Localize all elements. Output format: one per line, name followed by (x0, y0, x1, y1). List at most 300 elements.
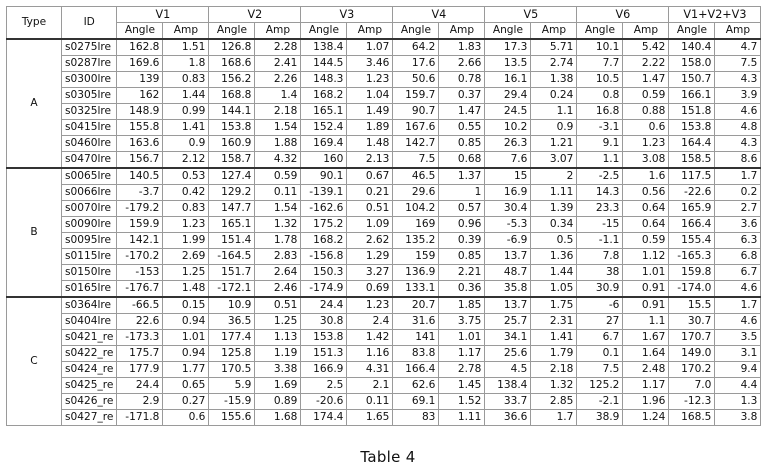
group-header: V2 (209, 7, 301, 23)
id-cell: s0300lre (62, 72, 117, 88)
amp-cell: 2.83 (255, 249, 301, 265)
angle-cell: 33.7 (485, 394, 531, 410)
amp-cell: 1.83 (439, 39, 485, 56)
angle-cell: -153 (117, 265, 163, 281)
angle-cell: -176.7 (117, 281, 163, 298)
angle-cell: 62.6 (393, 378, 439, 394)
group-header: V4 (393, 7, 485, 23)
amp-cell: 4.8 (715, 120, 761, 136)
angle-cell: -2.5 (577, 168, 623, 185)
header-row-subcolumns (7, 23, 761, 40)
angle-cell: 162.8 (117, 39, 163, 56)
amp-cell: 1.85 (439, 297, 485, 314)
angle-cell: 158.7 (209, 152, 255, 169)
amp-cell: 1.01 (623, 265, 669, 281)
amp-cell: 0.2 (715, 185, 761, 201)
id-cell: s0305lre (62, 88, 117, 104)
amp-cell: 0.37 (439, 88, 485, 104)
amp-cell: 4.4 (715, 378, 761, 394)
amp-cell: 1.54 (255, 201, 301, 217)
table-row (7, 88, 761, 104)
amp-cell: 0.6 (623, 120, 669, 136)
angle-cell: 155.4 (669, 233, 715, 249)
amp-cell: 1.6 (623, 168, 669, 185)
amp-cell: 1.47 (439, 104, 485, 120)
id-cell: s0421_re (62, 330, 117, 346)
amp-cell: 0.56 (623, 185, 669, 201)
angle-cell: 168.2 (301, 233, 347, 249)
type-group (7, 297, 761, 426)
group-header: V1+V2+V3 (669, 7, 761, 23)
angle-cell: 151.8 (669, 104, 715, 120)
angle-cell: 175.7 (117, 346, 163, 362)
id-cell: s0066lre (62, 185, 117, 201)
amp-cell: 0.67 (347, 168, 393, 185)
amp-cell: 4.31 (347, 362, 393, 378)
angle-cell: 144.1 (209, 104, 255, 120)
angle-cell: 177.4 (209, 330, 255, 346)
amp-cell: 1.13 (255, 330, 301, 346)
amp-cell: 0.36 (439, 281, 485, 298)
amp-header: Amp (439, 23, 485, 40)
angle-cell: 151.4 (209, 233, 255, 249)
angle-cell: -2.1 (577, 394, 623, 410)
amp-cell: 1.45 (439, 378, 485, 394)
angle-cell: 127.4 (209, 168, 255, 185)
angle-cell: 36.6 (485, 410, 531, 426)
amp-cell: 6.3 (715, 233, 761, 249)
angle-cell: -162.6 (301, 201, 347, 217)
amp-cell: 3.46 (347, 56, 393, 72)
angle-cell: 6.7 (577, 330, 623, 346)
angle-cell: 7.6 (485, 152, 531, 169)
id-cell: s0095lre (62, 233, 117, 249)
amp-header: Amp (531, 23, 577, 40)
angle-cell: 166.4 (393, 362, 439, 378)
angle-cell: -174.9 (301, 281, 347, 298)
angle-cell: 30.9 (577, 281, 623, 298)
amp-cell: 2.64 (255, 265, 301, 281)
type-cell: B (7, 168, 62, 297)
angle-cell: 2.9 (117, 394, 163, 410)
amp-cell: 3.07 (531, 152, 577, 169)
amp-cell: 4.6 (715, 104, 761, 120)
amp-cell: 3.08 (623, 152, 669, 169)
angle-cell: 159.9 (117, 217, 163, 233)
amp-cell: 2.21 (439, 265, 485, 281)
angle-cell: 153.8 (301, 330, 347, 346)
angle-cell: 144.5 (301, 56, 347, 72)
angle-header: Angle (301, 23, 347, 40)
angle-cell: 46.5 (393, 168, 439, 185)
amp-cell: 0.59 (623, 88, 669, 104)
amp-cell: 1.05 (531, 281, 577, 298)
angle-cell: -6 (577, 297, 623, 314)
angle-cell: 168.5 (669, 410, 715, 426)
angle-cell: 38.9 (577, 410, 623, 426)
angle-cell: 4.5 (485, 362, 531, 378)
angle-cell: 17.3 (485, 39, 531, 56)
amp-cell: 1.32 (531, 378, 577, 394)
amp-cell: 0.51 (255, 297, 301, 314)
angle-cell: 147.7 (209, 201, 255, 217)
amp-cell: 1.24 (623, 410, 669, 426)
angle-header: Angle (669, 23, 715, 40)
amp-cell: 6.7 (715, 265, 761, 281)
amp-cell: 0.64 (623, 217, 669, 233)
amp-cell: 0.96 (439, 217, 485, 233)
amp-cell: 0.53 (163, 168, 209, 185)
angle-cell: 13.5 (485, 56, 531, 72)
amp-cell: 2.1 (347, 378, 393, 394)
amp-cell: 0.68 (439, 152, 485, 169)
amp-header: Amp (163, 23, 209, 40)
table-row (7, 330, 761, 346)
amp-cell: 1.7 (715, 297, 761, 314)
angle-cell: 168.8 (209, 88, 255, 104)
angle-cell: 164.4 (669, 136, 715, 152)
angle-cell: -3.1 (577, 120, 623, 136)
angle-cell: 165.1 (301, 104, 347, 120)
angle-cell: 165.1 (209, 217, 255, 233)
amp-cell: 0.88 (623, 104, 669, 120)
amp-cell: 1.96 (623, 394, 669, 410)
amp-cell: 2 (531, 168, 577, 185)
angle-cell: 151.3 (301, 346, 347, 362)
angle-cell: 170.7 (669, 330, 715, 346)
amp-cell: 2.18 (531, 362, 577, 378)
table-row (7, 281, 761, 298)
angle-cell: 10.2 (485, 120, 531, 136)
angle-cell: 7.7 (577, 56, 623, 72)
amp-cell: 1.23 (347, 72, 393, 88)
amp-cell: 1.7 (715, 168, 761, 185)
angle-cell: 162 (117, 88, 163, 104)
angle-cell: 7.5 (393, 152, 439, 169)
amp-cell: 2.26 (255, 72, 301, 88)
id-cell: s0460lre (62, 136, 117, 152)
table-row (7, 152, 761, 169)
amp-cell: 2.22 (623, 56, 669, 72)
angle-cell: 48.7 (485, 265, 531, 281)
amp-cell: 6.8 (715, 249, 761, 265)
amp-cell: 1.3 (715, 394, 761, 410)
angle-cell: 153.8 (209, 120, 255, 136)
angle-cell: 142.7 (393, 136, 439, 152)
angle-cell: 150.7 (669, 72, 715, 88)
amp-cell: 1.11 (531, 185, 577, 201)
angle-cell: -179.2 (117, 201, 163, 217)
amp-cell: 1.25 (163, 265, 209, 281)
id-cell: s0065lre (62, 168, 117, 185)
amp-cell: 1.42 (347, 330, 393, 346)
angle-cell: 148.3 (301, 72, 347, 88)
table-row (7, 39, 761, 56)
amp-cell: 1.69 (255, 378, 301, 394)
angle-cell: 139 (117, 72, 163, 88)
amp-cell: 0.91 (623, 297, 669, 314)
amp-cell: 1.39 (531, 201, 577, 217)
amp-cell: 0.27 (163, 394, 209, 410)
amp-cell: 1.38 (531, 72, 577, 88)
amp-cell: 1.19 (255, 346, 301, 362)
amp-cell: 1.37 (439, 168, 485, 185)
angle-cell: 10.1 (577, 39, 623, 56)
angle-cell: 13.7 (485, 297, 531, 314)
amp-cell: 4.6 (715, 314, 761, 330)
angle-cell: 138.4 (301, 39, 347, 56)
angle-cell: -164.5 (209, 249, 255, 265)
amp-cell: 1.52 (439, 394, 485, 410)
angle-cell: 16.9 (485, 185, 531, 201)
angle-cell: 20.7 (393, 297, 439, 314)
angle-cell: 29.4 (485, 88, 531, 104)
angle-cell: -15 (577, 217, 623, 233)
amp-cell: 1.54 (255, 120, 301, 136)
angle-cell: 90.7 (393, 104, 439, 120)
amp-cell: 1.09 (347, 217, 393, 233)
table-row (7, 217, 761, 233)
amp-cell: 0.15 (163, 297, 209, 314)
id-cell: s0165lre (62, 281, 117, 298)
angle-cell: 152.4 (301, 120, 347, 136)
table-row (7, 410, 761, 426)
amp-cell: 2.46 (255, 281, 301, 298)
angle-cell: 10.5 (577, 72, 623, 88)
amp-cell: 0.24 (531, 88, 577, 104)
id-cell: s0427_re (62, 410, 117, 426)
amp-cell: 4.32 (255, 152, 301, 169)
amp-cell: 3.27 (347, 265, 393, 281)
angle-cell: 14.3 (577, 185, 623, 201)
amp-cell: 1.41 (531, 330, 577, 346)
amp-cell: 0.51 (347, 201, 393, 217)
angle-cell: -3.7 (117, 185, 163, 201)
table-row (7, 249, 761, 265)
angle-cell: 155.8 (117, 120, 163, 136)
amp-cell: 7.5 (715, 56, 761, 72)
amp-cell: 2.4 (347, 314, 393, 330)
table-row (7, 56, 761, 72)
angle-cell: 9.1 (577, 136, 623, 152)
table-row (7, 185, 761, 201)
amp-cell: 1.36 (531, 249, 577, 265)
angle-header: Angle (485, 23, 531, 40)
angle-header: Angle (577, 23, 623, 40)
amp-header: Amp (255, 23, 301, 40)
amp-cell: 0.94 (163, 314, 209, 330)
type-cell: A (7, 39, 62, 168)
angle-cell: -12.3 (669, 394, 715, 410)
amp-cell: 1.23 (347, 297, 393, 314)
angle-header: Angle (209, 23, 255, 40)
id-cell: s0090lre (62, 217, 117, 233)
angle-cell: 160.9 (209, 136, 255, 152)
amp-cell: 4.3 (715, 72, 761, 88)
amp-cell: 3.75 (439, 314, 485, 330)
amp-cell: 1.04 (347, 88, 393, 104)
id-cell: s0287lre (62, 56, 117, 72)
amp-cell: 0.55 (439, 120, 485, 136)
amp-cell: 3.8 (715, 410, 761, 426)
amp-cell: 4.7 (715, 39, 761, 56)
angle-cell: 24.4 (117, 378, 163, 394)
amp-cell: 1.01 (163, 330, 209, 346)
id-cell: s0426_re (62, 394, 117, 410)
angle-cell: 155.6 (209, 410, 255, 426)
angle-header: Angle (117, 23, 163, 40)
angle-cell: 15 (485, 168, 531, 185)
angle-cell: -173.3 (117, 330, 163, 346)
table-row (7, 233, 761, 249)
id-cell: s0275lre (62, 39, 117, 56)
angle-cell: 17.6 (393, 56, 439, 72)
table-row (7, 378, 761, 394)
amp-cell: 2.85 (531, 394, 577, 410)
amp-cell: 0.9 (163, 136, 209, 152)
angle-cell: 16.1 (485, 72, 531, 88)
angle-cell: 142.1 (117, 233, 163, 249)
angle-cell: -170.2 (117, 249, 163, 265)
amp-cell: 5.71 (531, 39, 577, 56)
angle-cell: 117.5 (669, 168, 715, 185)
amp-cell: 1.1 (531, 104, 577, 120)
angle-cell: 15.5 (669, 297, 715, 314)
amp-cell: 1.88 (255, 136, 301, 152)
angle-cell: 167.6 (393, 120, 439, 136)
table-row (7, 346, 761, 362)
angle-cell: 160 (301, 152, 347, 169)
amp-cell: 1.01 (439, 330, 485, 346)
amp-cell: 1.78 (255, 233, 301, 249)
table-caption: Table 4 (360, 448, 416, 466)
angle-cell: 22.6 (117, 314, 163, 330)
angle-cell: 159.7 (393, 88, 439, 104)
amp-cell: 3.5 (715, 330, 761, 346)
angle-cell: 129.2 (209, 185, 255, 201)
angle-cell: 24.4 (301, 297, 347, 314)
amp-cell: 1.48 (163, 281, 209, 298)
angle-cell: 168.2 (301, 88, 347, 104)
header-row-groups (7, 7, 761, 23)
angle-cell: 10.9 (209, 297, 255, 314)
amp-cell: 0.9 (531, 120, 577, 136)
table-row (7, 72, 761, 88)
angle-cell: 168.6 (209, 56, 255, 72)
angle-cell: 30.7 (669, 314, 715, 330)
angle-cell: 30.4 (485, 201, 531, 217)
amp-cell: 1.79 (531, 346, 577, 362)
angle-cell: 30.8 (301, 314, 347, 330)
table-row (7, 168, 761, 185)
angle-cell: 158.0 (669, 56, 715, 72)
amp-cell: 1.07 (347, 39, 393, 56)
table-row (7, 104, 761, 120)
angle-cell: 90.1 (301, 168, 347, 185)
amp-cell: 2.78 (439, 362, 485, 378)
amp-cell: 1.65 (347, 410, 393, 426)
amp-cell: 0.42 (163, 185, 209, 201)
amp-cell: 1.29 (347, 249, 393, 265)
angle-cell: 7.8 (577, 249, 623, 265)
angle-cell: 153.8 (669, 120, 715, 136)
amp-cell: 0.91 (623, 281, 669, 298)
angle-cell: 35.8 (485, 281, 531, 298)
amp-cell: 0.64 (623, 201, 669, 217)
angle-cell: 169.6 (117, 56, 163, 72)
amp-cell: 2.18 (255, 104, 301, 120)
amp-cell: 0.34 (531, 217, 577, 233)
amp-cell: 0.83 (163, 201, 209, 217)
table-header (7, 7, 761, 40)
amp-cell: 4.3 (715, 136, 761, 152)
angle-cell: 2.5 (301, 378, 347, 394)
amp-cell: 2.13 (347, 152, 393, 169)
angle-cell: 156.7 (117, 152, 163, 169)
amp-header: Amp (347, 23, 393, 40)
id-cell: s0115lre (62, 249, 117, 265)
id-cell: s0404lre (62, 314, 117, 330)
amp-cell: 1.23 (163, 217, 209, 233)
amp-cell: 1.16 (347, 346, 393, 362)
angle-cell: 133.1 (393, 281, 439, 298)
amp-cell: 1.99 (163, 233, 209, 249)
type-header: Type (7, 7, 62, 40)
amp-cell: 3.1 (715, 346, 761, 362)
id-cell: s0425_re (62, 378, 117, 394)
angle-cell: 148.9 (117, 104, 163, 120)
angle-cell: 150.3 (301, 265, 347, 281)
amp-cell: 0.11 (347, 394, 393, 410)
angle-cell: -174.0 (669, 281, 715, 298)
angle-cell: 1.1 (577, 152, 623, 169)
angle-header: Angle (393, 23, 439, 40)
id-cell: s0070lre (62, 201, 117, 217)
angle-cell: -15.9 (209, 394, 255, 410)
angle-cell: 7.5 (577, 362, 623, 378)
amp-cell: 0.21 (347, 185, 393, 201)
amp-cell: 1.64 (623, 346, 669, 362)
amp-cell: 1.17 (623, 378, 669, 394)
angle-cell: 83 (393, 410, 439, 426)
type-cell: C (7, 297, 62, 426)
amp-cell: 1.21 (531, 136, 577, 152)
amp-cell: 0.78 (439, 72, 485, 88)
amp-cell: 3.38 (255, 362, 301, 378)
angle-cell: 166.4 (669, 217, 715, 233)
amp-cell: 2.28 (255, 39, 301, 56)
data-table (6, 6, 761, 426)
amp-cell: 2.62 (347, 233, 393, 249)
amp-cell: 0.5 (531, 233, 577, 249)
amp-cell: 2.48 (623, 362, 669, 378)
table-row (7, 265, 761, 281)
id-cell: s0364lre (62, 297, 117, 314)
angle-cell: -172.1 (209, 281, 255, 298)
id-cell: s0424_re (62, 362, 117, 378)
id-cell: s0415lre (62, 120, 117, 136)
amp-cell: 0.6 (163, 410, 209, 426)
angle-cell: 27 (577, 314, 623, 330)
angle-cell: 26.3 (485, 136, 531, 152)
angle-cell: 169 (393, 217, 439, 233)
angle-cell: -1.1 (577, 233, 623, 249)
angle-cell: 125.2 (577, 378, 623, 394)
angle-cell: 23.3 (577, 201, 623, 217)
amp-cell: 0.85 (439, 136, 485, 152)
angle-cell: 159.8 (669, 265, 715, 281)
amp-cell: 1.17 (439, 346, 485, 362)
